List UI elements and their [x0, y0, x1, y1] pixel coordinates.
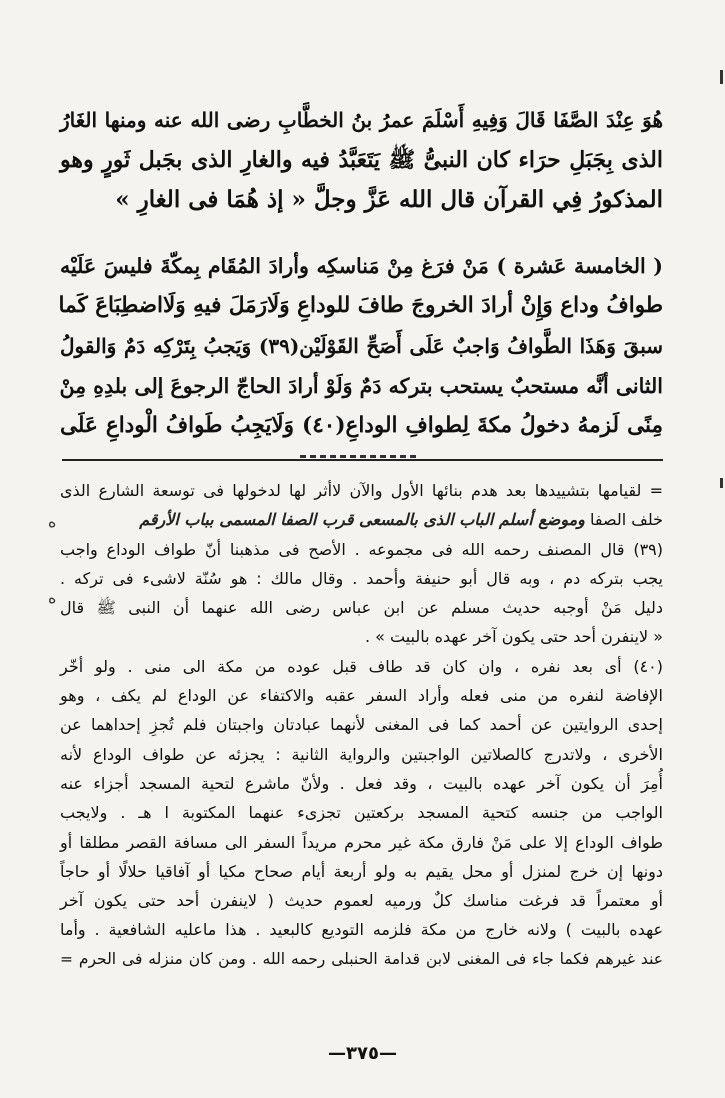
main-line: مِنًى لَزمهُ دخولُ مكةَ لِطوافِ الوداعِ(٤٠) وَلَايَجِبُ طَوافُ الْوداعِ عَلَى — [60, 413, 663, 438]
handwritten-annotation: وموضع أسلم الباب الذى بالمسعى قرب الصفا المسمى بباب الأرقم — [139, 510, 585, 530]
footnote-line: الأخرى ، ولاتدرج كالصلاتين الواجبتين والرواية الثانية : يجزئه عن طواف الوداع لأنه — [60, 744, 663, 764]
paragraph-1 — [60, 100, 663, 220]
paragraph-2 — [60, 246, 663, 446]
footnotes-block — [60, 476, 663, 974]
scan-edge-mark — [720, 478, 723, 488]
scan-edge-mark — [720, 70, 723, 84]
footnote-line: أو معتمراً قد فرغت مناسك كلٌ ورميه لعموم حديث ( لاينفرن أحد حتى يكون آخر — [60, 891, 663, 911]
page-number: —٣٧٥— — [328, 1043, 397, 1064]
main-line: ( الخامسة عَشرة ) مَنْ فرَغ مِنْ مَناسكِه وأرادَ المُقَام بِمكّةَ فليسَ عَلَيْه — [60, 254, 663, 278]
footnote-line: (٣٩) قال المصنف رحمه الله فى مجموعه . الأصح فى مذهبنا أنّ طواف الوداع واجب — [60, 539, 663, 559]
footnote-line: إحدى الروايتين عن أحمد كما فى المغنى لأنهما عبادتان واجبتان فلم تُجزِ إحداهما عن — [60, 715, 663, 735]
main-line: الثانى أنَّه مستحبٌ يستحب بتركه دَمٌ وَلَوْ أرادَ الحاجّ الرجوعَ إلى بلدِهِ مِنْ — [59, 374, 663, 398]
main-line: الذى بِجَبَلِ حرَاء كان النبىُّ ﷺ يَتَعَبَّدُ فيه والغارِ الذى بجَبل ثَورٍ وهو — [60, 147, 663, 173]
footnote-line: يجب بتركه دم ، وبه قال أبو حنيفة وأحمد . وقال مالك : هو سُنّة لاشىء فى تركه . — [60, 568, 663, 588]
footnote-line: (٤٠) أى بعد نفره ، وان كان قد طاف قبل عوده من مكة الى منى . ولو أخّر — [60, 656, 663, 676]
main-text-block — [60, 100, 663, 446]
footnote-line: عند غيرهم فكما جاء فى المغنى لابن قدامة الحنبلى رحمه الله . ومن كان منزله فى الحرم = — [60, 949, 663, 968]
footnote-line: الإفاضة لنفره من منى فعله وأراد السفر عقبه والاكتفاء عن الوداع لم يكف ، وهو — [60, 686, 663, 706]
main-line: طوافُ وداع وَإِنْ أرادَ الخروجَ طافَ للوداعِ وَلَارَمَلَ فيهِ وَلَااضطِبَاعَ كَما — [58, 293, 663, 318]
footnote-line: « لاينفرن أحد حتى يكون آخر عهده بالبيت » . — [364, 627, 663, 647]
footnote-line: دليل مَنْ أوجبه حديث مسلم عن ابن عباس رضى الله عنهما أن النبى ﷺ قال — [60, 598, 663, 618]
main-line: هُوَ عِنْدَ الصَّفَا قَالَ وَفِيهِ أَسْلَمَ عمرُ بنُ الخطَّابِ رضى الله عنه ومنها الغَارُ — [60, 108, 663, 132]
footnote-line: طواف الوداع إلا على مَنْ فارق مكة غير محرم مريداً السفر الى مسافة القصر مطلقا أو — [60, 832, 663, 852]
footnote-separator — [62, 459, 663, 461]
footnote-handwritten-line — [60, 505, 663, 534]
footnote-line: عهده بالبيت ) ولانه خارج من مكة فلزمه التوديع كالبعيد . هذا ماعليه الشافعية . وأما — [60, 920, 663, 940]
margin-mark: ه — [48, 588, 57, 607]
main-line: سبقَ وَهَذَا الطَّوافُ وَاجبٌ عَلَى أَصَحِّ القَوْلَيْن(٣٩) وَيَجبُ بِتَرْكِه دَمٌ وَالقولُ — [60, 334, 664, 358]
footnote-line: الواجب من جنسه كتحية المسجد بركعتين تجزىء عنهما المكتوبة ا هـ . ولايجب — [60, 803, 663, 823]
footnote-line: دونها إن خرج لمنزل أو محل يقيم به ولو أربعة أيام صحاح مكيا أو آفاقيا حلالًا أو حاجاً — [60, 861, 663, 881]
margin-mark: ه — [48, 512, 57, 531]
footnote-printed-fragment: خلف الصفا — [590, 510, 663, 530]
main-line: المذكورُ فِي القرآن قال الله عَزَّ وجلَّ « إذ هُمَا فى الغارِ » — [115, 186, 663, 213]
separator-dashes — [300, 455, 420, 458]
footnote-line: أُمِرَ أن يكون آخر عهده بالبيت ، وقد فعل . ولأنّ ماشرع لتحية المسجد أجزاء عنه — [60, 773, 663, 793]
footnote-line: = لقيامها بتشييدها بعد هدم بنائها الأول والآن لاأثر لها لدخولها فى توسعة الشارع الذى — [60, 481, 663, 500]
